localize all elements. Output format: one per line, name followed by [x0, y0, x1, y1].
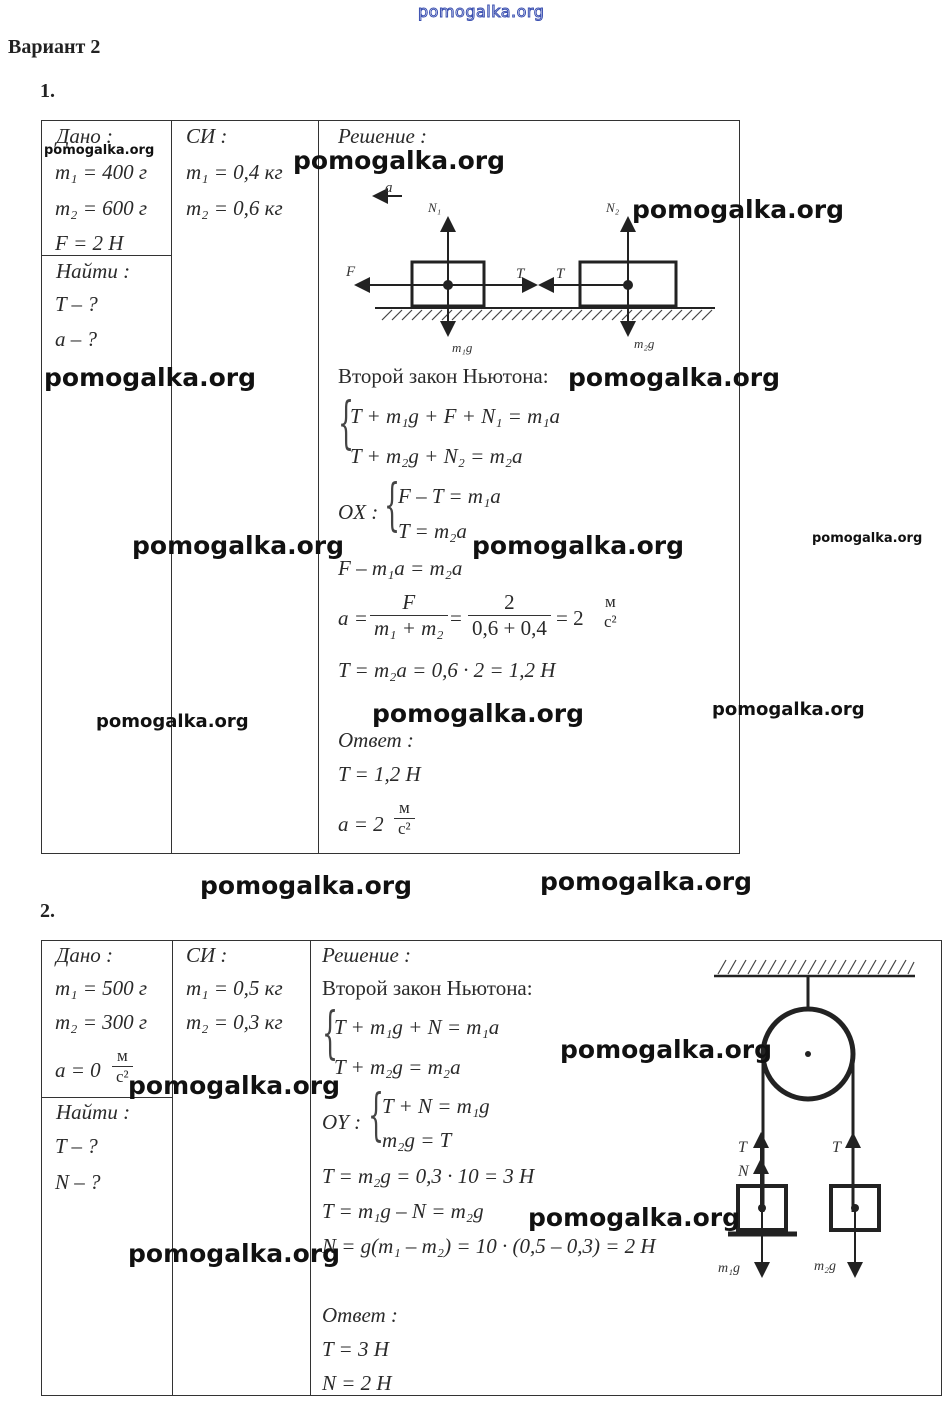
- watermark: pomogalka.org: [540, 867, 753, 896]
- label-T-right: T: [556, 266, 565, 282]
- p1-eq-a-frac2: $\frac{2}{0,6 + 0,4}$: [468, 590, 551, 641]
- watermark: pomogalka.org: [293, 146, 506, 175]
- p2-si-0: m₁ = 0,5 кг: [186, 976, 283, 1000]
- label-F: F: [346, 264, 356, 280]
- watermark: pomogalka.org: [472, 531, 685, 560]
- p2-oy-1: m₂g = T: [382, 1128, 452, 1152]
- p1-system1-0: T + m₁g + F + N₁ = m₁a: [350, 404, 561, 428]
- p1-eq-a-frac1: $\frac{F}{\text{m₁ + m₂}}$: [370, 590, 448, 641]
- p2-label-T-right: T: [832, 1139, 841, 1156]
- watermark: pomogalka.org: [44, 363, 257, 392]
- p1-find-0: T – ?: [55, 292, 98, 316]
- p2-system1-0: T + m₁g + N = m₁a: [334, 1015, 500, 1039]
- p2-eq1: T = m₂g = 0,3 · 10 = 3 Н: [322, 1164, 535, 1188]
- p1-ox-0: F – T = m₁a: [398, 484, 501, 508]
- p2-unit: $\frac{м}{\text{с²}}$: [112, 1046, 133, 1087]
- p1-given-header: Дано :: [56, 124, 114, 148]
- p1-find-header: Найти :: [56, 259, 131, 283]
- watermark: pomogalka.org: [132, 531, 345, 560]
- watermark: pomogalka.org: [44, 143, 155, 158]
- p2-oy-label: OY :: [322, 1110, 362, 1134]
- p2-eq2: T = m₁g – N = m₂g: [322, 1199, 484, 1223]
- p1-eq-a-result: = 2: [556, 606, 584, 630]
- p1-answer-header: Ответ :: [338, 728, 414, 752]
- label-m1g: m₁g: [452, 340, 473, 355]
- label-T-left: T: [516, 266, 525, 282]
- p2-answer-N: N = 2 Н: [322, 1371, 392, 1395]
- p1-eq-a-lhs: a =: [338, 606, 368, 630]
- p1-si-header: СИ :: [186, 124, 228, 148]
- p1-answer-a: a = 2: [338, 812, 384, 836]
- label-a: a: [385, 180, 393, 196]
- p2-label-m1g: m₁g: [718, 1261, 740, 1276]
- p2-system1-1: T + m₂g = m₂a: [334, 1055, 461, 1079]
- p1-answer-unit: $\frac{м}{\text{с²}}$: [394, 798, 415, 839]
- p2-find-0: T – ?: [55, 1134, 98, 1158]
- p2-label-N: N: [738, 1163, 749, 1180]
- watermark: pomogalka.org: [128, 1071, 341, 1100]
- p1-find-1: a – ?: [55, 327, 97, 351]
- label-N2: N₂: [606, 200, 620, 215]
- watermark: pomogalka.org: [96, 711, 249, 732]
- p2-answer-header: Ответ :: [322, 1303, 398, 1327]
- watermark: pomogalka.org: [712, 699, 865, 720]
- p1-solution-header: Решение :: [338, 124, 428, 148]
- p1-ox-1: T = m₂a: [398, 519, 467, 543]
- p2-pulley-diagram: [700, 950, 930, 1285]
- variant-title: Вариант 2: [8, 36, 101, 58]
- p1-given-1: m₂ = 600 г: [55, 196, 148, 220]
- p2-find-1: N – ?: [55, 1170, 101, 1194]
- p1-si-0: m₁ = 0,4 кг: [186, 160, 283, 184]
- p1-ox-label: OX :: [338, 500, 379, 524]
- p1-given-2: F = 2 Н: [55, 231, 124, 255]
- p2-answer-T: T = 3 Н: [322, 1337, 389, 1361]
- p1-answer-T: T = 1,2 Н: [338, 762, 421, 786]
- p2-given-header: Дано :: [56, 943, 114, 967]
- p1-eq-a-eq: =: [450, 606, 462, 630]
- p1-given-0: m₁ = 400 г: [55, 160, 148, 184]
- p2-newton-law: Второй закон Ньютона:: [322, 976, 533, 1000]
- p1-system1-1: T + m₂g + N₂ = m₂a: [350, 444, 523, 468]
- p2-label-T-left: T: [738, 1139, 747, 1156]
- watermark: pomogalka.org: [812, 531, 923, 546]
- p1-unit: м с²: [604, 592, 617, 631]
- p2-oy-0: T + N = m₁g: [382, 1094, 490, 1118]
- watermark: pomogalka.org: [560, 1035, 773, 1064]
- p2-given-0: m₁ = 500 г: [55, 976, 148, 1000]
- p2-given-1: m₂ = 300 г: [55, 1010, 148, 1034]
- p2-find-header: Найти :: [56, 1100, 131, 1124]
- p2-label-m2g: m₂g: [814, 1259, 836, 1274]
- p1-eq1: F – m₁a = m₂a: [338, 556, 463, 580]
- p2-eq3: N = g(m₁ – m₂) = 10 · (0,5 – 0,3) = 2 Н: [322, 1234, 656, 1258]
- watermark: pomogalka.org: [528, 1203, 741, 1232]
- p1-eq-T: T = m₂a = 0,6 · 2 = 1,2 Н: [338, 658, 556, 682]
- watermark: pomogalka.org: [128, 1239, 341, 1268]
- p2-si-header: СИ :: [186, 943, 228, 967]
- label-m2g: m₂g: [634, 336, 655, 351]
- watermark: pomogalka.org: [200, 871, 413, 900]
- top-watermark: pomogalka.org: [418, 2, 545, 21]
- watermark: pomogalka.org: [568, 363, 781, 392]
- p2-solution-header: Решение :: [322, 943, 412, 967]
- problem2-number: 2.: [40, 900, 55, 922]
- p2-si-1: m₂ = 0,3 кг: [186, 1010, 283, 1034]
- p1-si-1: m₂ = 0,6 кг: [186, 196, 283, 220]
- watermark: pomogalka.org: [632, 195, 845, 224]
- p1-newton-law: Второй закон Ньютона:: [338, 364, 549, 388]
- watermark: pomogalka.org: [372, 699, 585, 728]
- p2-given-2: a = 0: [55, 1058, 101, 1082]
- problem1-number: 1.: [40, 80, 55, 102]
- label-N1: N₁: [428, 200, 442, 215]
